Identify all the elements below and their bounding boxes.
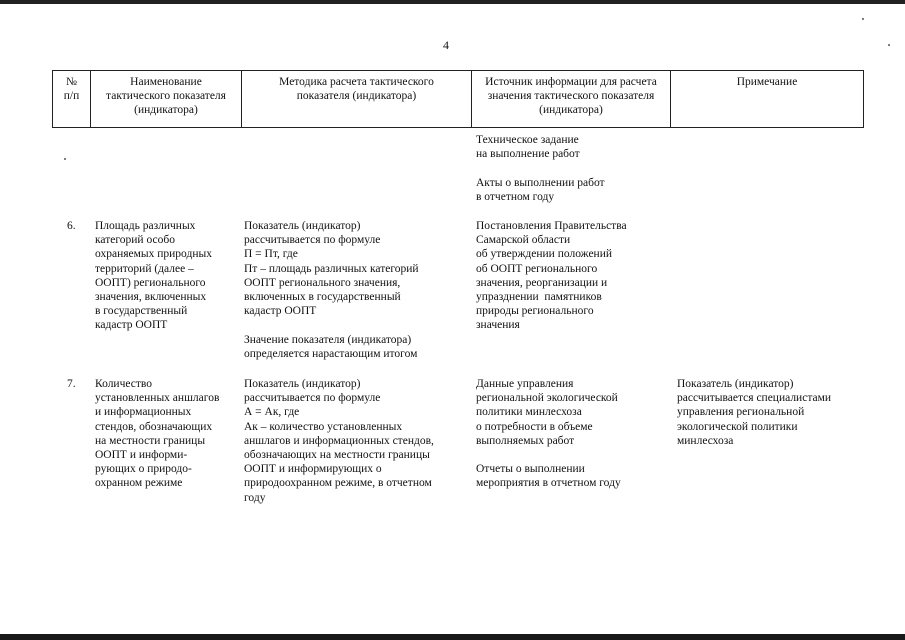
scan-border-bottom bbox=[0, 634, 905, 640]
scan-speck bbox=[888, 44, 890, 46]
header-num: № п/п bbox=[53, 71, 91, 127]
row6-name: Площадь различных категорий особо охраняемых природных территорий (далее – ООПТ) регионального значения, включенных в государственный кадастр ООПТ bbox=[95, 220, 212, 332]
row6-method: Показатель (индикатор) рассчитывается по формуле П = Пт, где Пт – площадь различных категорий ООПТ регионального значения, включенных в государственный кадастр ООПТ Значение показателя (индикатора) определяется нарастающим итогом bbox=[244, 220, 419, 360]
scan-speck bbox=[862, 18, 864, 20]
row7-num: 7. bbox=[67, 378, 76, 390]
header-method: Методика расчета тактического показателя (индикатора) bbox=[242, 71, 472, 127]
scan-border-top bbox=[0, 0, 905, 4]
header-source: Источник информации для расчета значения тактического показателя (индикатора) bbox=[472, 71, 671, 127]
header-name: Наименование тактического показателя (индикатора) bbox=[91, 71, 242, 127]
row6-num: 6. bbox=[67, 220, 76, 232]
row7-source: Данные управления региональной экологической политики минлесхоза о потребности в объеме выполняемых работ Отчеты о выполнении мероприятия в отчетном году bbox=[476, 378, 621, 490]
header-note: Примечание bbox=[736, 76, 798, 88]
row7-method: Показатель (индикатор) рассчитывается по формуле А = Ак, где Ак – количество установленных аншлагов и информационных стендов, обозначающих на местности границы ООПТ и информирующих о природоохранном режиме, в отчетном году bbox=[244, 378, 434, 504]
page-number: 4 bbox=[443, 38, 449, 52]
row6-source: Постановления Правительства Самарской области об утверждении положений об ООПТ регионального значения, реорганизации и упразднении памятников природы регионального значения bbox=[476, 220, 627, 332]
carryover-source: Техническое задание на выполнение работ Акты о выполнении работ в отчетном году bbox=[476, 134, 605, 203]
row7-name: Количество установленных аншлагов и информационных стендов, обозначающих на местности границы ООПТ и информи- рующих о природо- охранном режиме bbox=[95, 378, 220, 490]
row7-note: Показатель (индикатор) рассчитывается специалистами управления региональной экологической политики минлесхоза bbox=[677, 378, 832, 447]
scan-speck bbox=[64, 158, 66, 160]
table-header bbox=[52, 70, 864, 128]
